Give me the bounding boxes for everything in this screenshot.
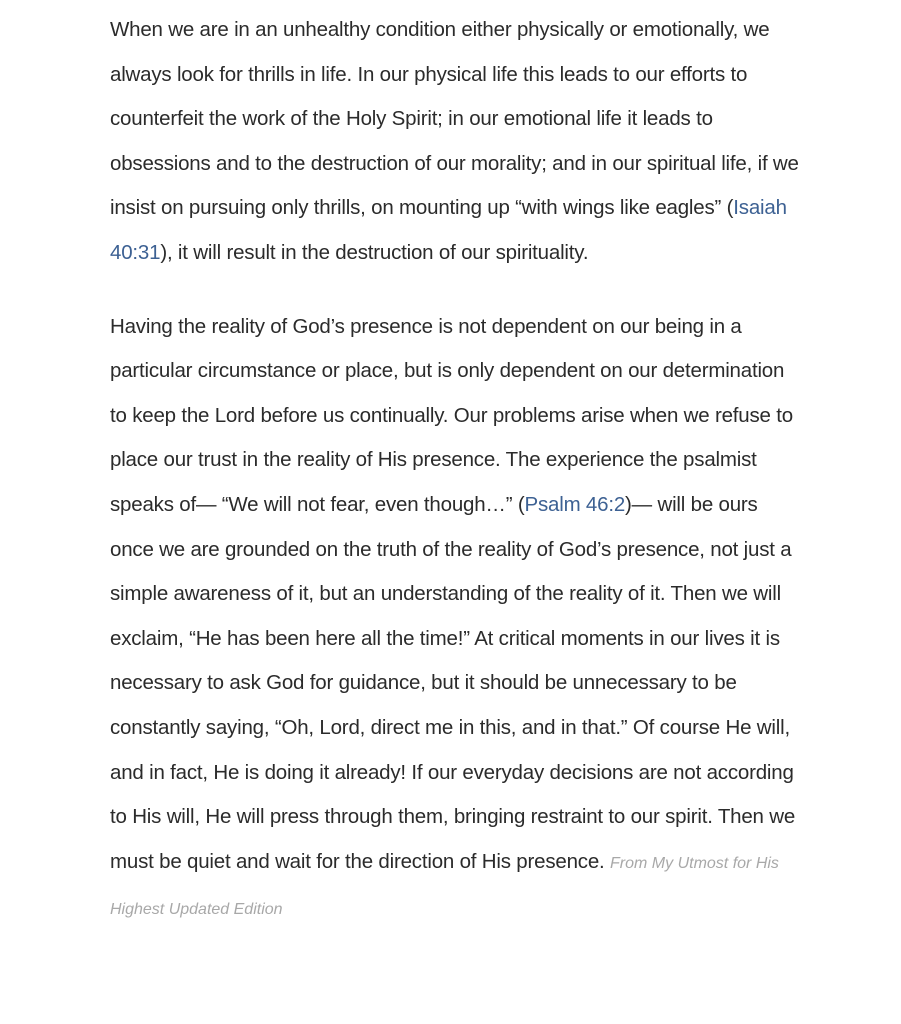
devotional-article <box>110 8 800 933</box>
paragraph-2-text-before-ref: Having the reality of God’s presence is not dependent on our being in a particular circumstance or place, but is only dependent on our determination to keep the Lord before us continually. Our problems arise when we refuse to place our trust in the reality of His presence. The experience the psalmist speaks of— “We will not fear, even though…” ( <box>110 314 793 516</box>
paragraph-1 <box>110 8 800 276</box>
paragraph-1-text-after-ref: ), it will result in the destruction of our spirituality. <box>160 240 589 264</box>
scripture-link-psalm[interactable]: Psalm 46:2 <box>524 492 626 516</box>
source-attribution: From My Utmost for His Highest Updated Edition <box>110 854 779 919</box>
scripture-link-isaiah[interactable]: Isaiah 40:31 <box>110 196 787 264</box>
paragraph-2 <box>110 305 800 933</box>
paragraph-1-text-before-ref: When we are in an unhealthy condition either physically or emotionally, we always look for thrills in life. In our physical life this leads to our efforts to counterfeit the work of the Holy Spirit; in our emotional life it leads to obsessions and to the destruction of our morality; and in our spiritual life, if we insist on pursuing only thrills, on mounting up “with wings like eagles” ( <box>110 18 799 220</box>
paragraph-2-text-after-ref: )— will be ours once we are grounded on the truth of the reality of God’s presence, not just a simple awareness of it, but an understanding of the reality of it. Then we will exclaim, “He has been here all the time!” At critical moments in our lives it is necessary to ask God for guidance, but it should be unnecessary to be constantly saying, “Oh, Lord, direct me in this, and in that.” Of course He will, and in fact, He is doing it already! If our everyday decisions are not according to His will, He will press through them, bringing restraint to our spirit. Then we must be quiet and wait for the direction of His presence. <box>110 492 796 873</box>
